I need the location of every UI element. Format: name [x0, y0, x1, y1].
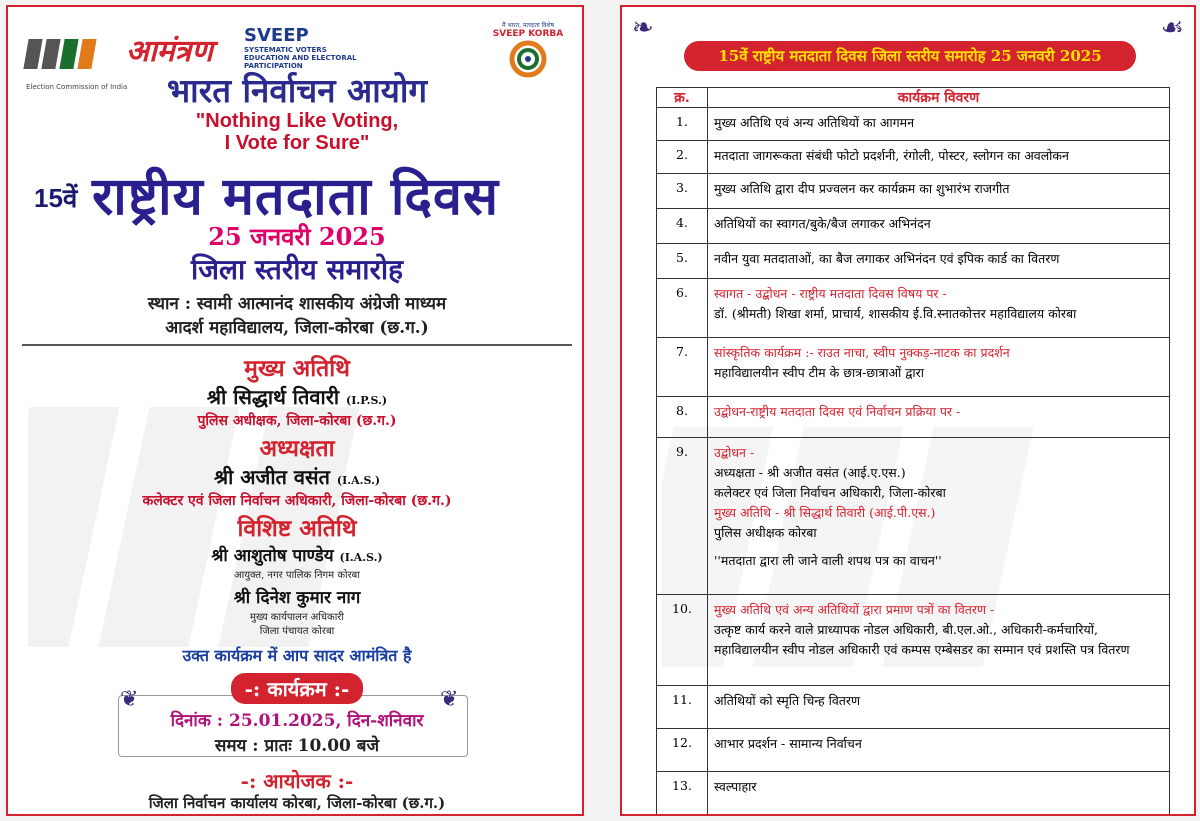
row-line: मतदाता जागरूकता संबंधी फोटो प्रदर्शनी, रंगोली, पोस्टर, स्लोगन का अवलोकन [714, 148, 1069, 163]
program-date: दिनांक : 25.01.2025, दिन-शनिवार [170, 711, 424, 731]
schedule-table [656, 87, 1170, 816]
sveep-korba-name: SVEEP KORBA [492, 29, 564, 39]
row-number: 5. [657, 244, 708, 279]
row-line: स्वागत - उद्बोधन - राष्ट्रीय मतदाता दिवस विषय पर - [714, 286, 947, 301]
table-row [657, 108, 1170, 141]
table-row [657, 686, 1170, 729]
row-line: मुख्य अतिथि एवं अन्य अतिथियों द्वारा प्रमाण पत्रों का वितरण - [714, 602, 995, 617]
row-number: 6. [657, 279, 708, 338]
row-line: कलेक्टर एवं जिला निर्वाचन अधिकारी, जिला-कोरबा [714, 485, 946, 500]
row-line: उत्कृष्ट कार्य करने वाले प्राध्यापक नोडल अधिकारी, बी.एल.ओ., अधिकारी-कर्मचारियों, [714, 622, 1098, 637]
program-schedule-page [620, 5, 1196, 816]
row-number: 4. [657, 209, 708, 244]
row-description [708, 141, 1170, 174]
row-description [708, 438, 1170, 595]
row-description [708, 686, 1170, 729]
table-row [657, 244, 1170, 279]
row-line: उद्बोधन - [714, 445, 755, 460]
sveep-logo [244, 25, 364, 70]
row-description [708, 279, 1170, 338]
event-date: 25 जनवरी 2025 [208, 222, 386, 251]
table-row [657, 279, 1170, 338]
slogan-line-2: I Vote for Sure" [224, 132, 370, 154]
row-description [708, 729, 1170, 772]
special-guest-1-name-line [8, 543, 584, 566]
table-row [657, 141, 1170, 174]
row-line: आभार प्रदर्शन - सामान्य निर्वाचन [714, 736, 862, 751]
invitation-front-page [6, 5, 584, 816]
row-number: 11. [657, 686, 708, 729]
divider [22, 344, 572, 346]
row-line: अध्यक्षता - श्री अजीत वसंत (आई.ए.एस.) [714, 465, 906, 480]
table-row [657, 438, 1170, 595]
ornament-left-icon: ❦ [120, 687, 139, 712]
schedule-title: 15वें राष्ट्रीय मतदाता दिवस जिला स्तरीय समारोह 25 जनवरी 2025 [684, 41, 1136, 71]
row-description [708, 174, 1170, 209]
col-number-header: क्र. [657, 88, 708, 108]
program-time: समय : प्रातः 10.00 बजे [214, 736, 380, 756]
table-row [657, 209, 1170, 244]
event-subtitle: जिला स्तरीय समारोह [190, 253, 404, 286]
sveep-subtitle: SYSTEMATIC VOTERS EDUCATION AND ELECTORAL PARTICIPATION [244, 46, 357, 70]
president-designation: कलेक्टर एवं जिला निर्वाचन अधिकारी, जिला-कोरबा (छ.ग.) [142, 493, 452, 509]
col-description-header: कार्यक्रम विवरण [708, 88, 1170, 108]
row-line: मुख्य अतिथि द्वारा दीप प्रज्वलन कर कार्यक्रम का शुभारंभ राजगीत [714, 181, 1010, 196]
special-guest-2-name: श्री दिनेश कुमार नाग [233, 588, 361, 608]
chief-guest-service: (I.P.S.) [346, 394, 388, 407]
special-guest-role: विशिष्ट अतिथि [237, 515, 357, 542]
program-tag [8, 673, 584, 704]
slogan-line-1: "Nothing Like Voting, [195, 110, 399, 132]
row-number: 2. [657, 141, 708, 174]
row-description [708, 209, 1170, 244]
venue-line-1: स्थान : स्वामी आत्मानंद शासकीय अंग्रेजी माध्यम [147, 294, 447, 314]
president-name: श्री अजीत वसंत [213, 465, 330, 489]
row-line: स्वल्पाहार [714, 779, 757, 794]
row-number: 9. [657, 438, 708, 595]
table-row [657, 772, 1170, 817]
special-guest-2-designation-1: मुख्य कार्यपालन अधिकारी [250, 612, 344, 623]
president-name-line [8, 463, 584, 490]
invitation-text: उक्त कार्यक्रम में आप सादर आमंत्रित है [182, 646, 412, 665]
table-row [657, 397, 1170, 438]
corner-ornament-tl-icon: ❧ [632, 13, 654, 43]
row-number: 13. [657, 772, 708, 817]
row-line: अतिथियों का स्वागत/बुके/बैज लगाकर अभिनंदन [714, 216, 931, 231]
row-line: ''मतदाता द्वारा ली जाने वाली शपथ पत्र का वाचन'' [714, 553, 942, 568]
row-line: पुलिस अधीक्षक कोरबा [714, 525, 817, 540]
chief-guest-designation: पुलिस अधीक्षक, जिला-कोरबा (छ.ग.) [197, 413, 397, 429]
slogan [8, 110, 584, 154]
row-line: मुख्य अतिथि - श्री सिद्धार्थ तिवारी (आई.पी.एस.) [714, 505, 936, 520]
row-number: 12. [657, 729, 708, 772]
row-line: मुख्य अतिथि एवं अन्य अतिथियों का आगमन [714, 115, 915, 130]
organizer: जिला निर्वाचन कार्यालय कोरबा, जिला-कोरबा (छ.ग.) [148, 794, 446, 812]
row-line: सांस्कृतिक कार्यक्रम :- राउत नाचा, स्वीप नुक्कड़-नाटक का प्रदर्शन [714, 345, 1010, 360]
row-line: नवीन युवा मतदाताओं, का बैज लगाकर अभिनंदन एवं इपिक कार्ड का वितरण [714, 251, 1060, 266]
president-role: अध्यक्षता [259, 435, 335, 462]
row-line: अतिथियों को स्मृति चिन्ह वितरण [714, 693, 861, 708]
program-tag-label: -: कार्यक्रम :- [231, 673, 364, 704]
president-service: (I.A.S.) [336, 474, 381, 487]
eci-logo-caption: Election Commission of India [26, 83, 128, 91]
row-line: महाविद्यालयीन स्वीप नोडल अधिकारी एवं कम्पस एम्बेसडर का सम्मान एवं प्रशस्ति पत्र वितरण [714, 642, 1130, 657]
special-guest-1-designation: आयुक्त, नगर पालिक निगम कोरबा [234, 570, 360, 581]
table-row [657, 595, 1170, 686]
main-title: राष्ट्रीय मतदाता दिवस [92, 167, 500, 227]
row-description [708, 397, 1170, 438]
sveep-name: SVEEP [244, 25, 309, 46]
chief-guest-name: श्री सिद्धार्थ तिवारी [206, 385, 340, 409]
venue-line-2: आदर्श महाविद्यालय, जिला-कोरबा (छ.ग.) [165, 318, 429, 338]
row-number: 10. [657, 595, 708, 686]
ornament-right-icon: ❦ [440, 687, 459, 712]
row-description [708, 338, 1170, 397]
organizer-tag: -: आयोजक :- [240, 769, 354, 793]
special-guest-1-name: श्री आशुतोष पाण्डेय [211, 546, 334, 566]
row-line: उद्बोधन-राष्ट्रीय मतदाता दिवस एवं निर्वाचन प्रक्रिया पर - [714, 404, 961, 419]
table-row [657, 729, 1170, 772]
special-guest-1-service: (I.A.S.) [339, 551, 383, 564]
row-description [708, 108, 1170, 141]
corner-ornament-tr-icon: ☙ [1160, 13, 1184, 43]
table-row [657, 338, 1170, 397]
aamantran-heading: आमंत्रण [126, 34, 213, 69]
row-description [708, 595, 1170, 686]
row-line: डॉ. (श्रीमती) शिखा शर्मा, प्राचार्य, शासकीय ई.वि.स्नातकोत्तर महाविद्यालय कोरबा [714, 306, 1077, 321]
eci-title: भारत निर्वाचन आयोग [166, 71, 428, 110]
row-number: 8. [657, 397, 708, 438]
row-description [708, 244, 1170, 279]
schedule-header-row [657, 88, 1170, 108]
row-description [708, 772, 1170, 817]
table-row [657, 174, 1170, 209]
sveep-korba-tagline: मैं भारत, मतदाता विशेष [501, 22, 555, 29]
row-line: महाविद्यालयीन स्वीप टीम के छात्र-छात्राओं द्वारा [714, 365, 924, 380]
chief-guest-name-line [8, 383, 584, 410]
row-number: 3. [657, 174, 708, 209]
row-number: 7. [657, 338, 708, 397]
ordinal: 15वें [34, 183, 78, 213]
row-number: 1. [657, 108, 708, 141]
special-guest-2-designation-2: जिला पंचायत कोरबा [259, 626, 335, 637]
chief-guest-role: मुख्य अतिथि [244, 355, 350, 382]
